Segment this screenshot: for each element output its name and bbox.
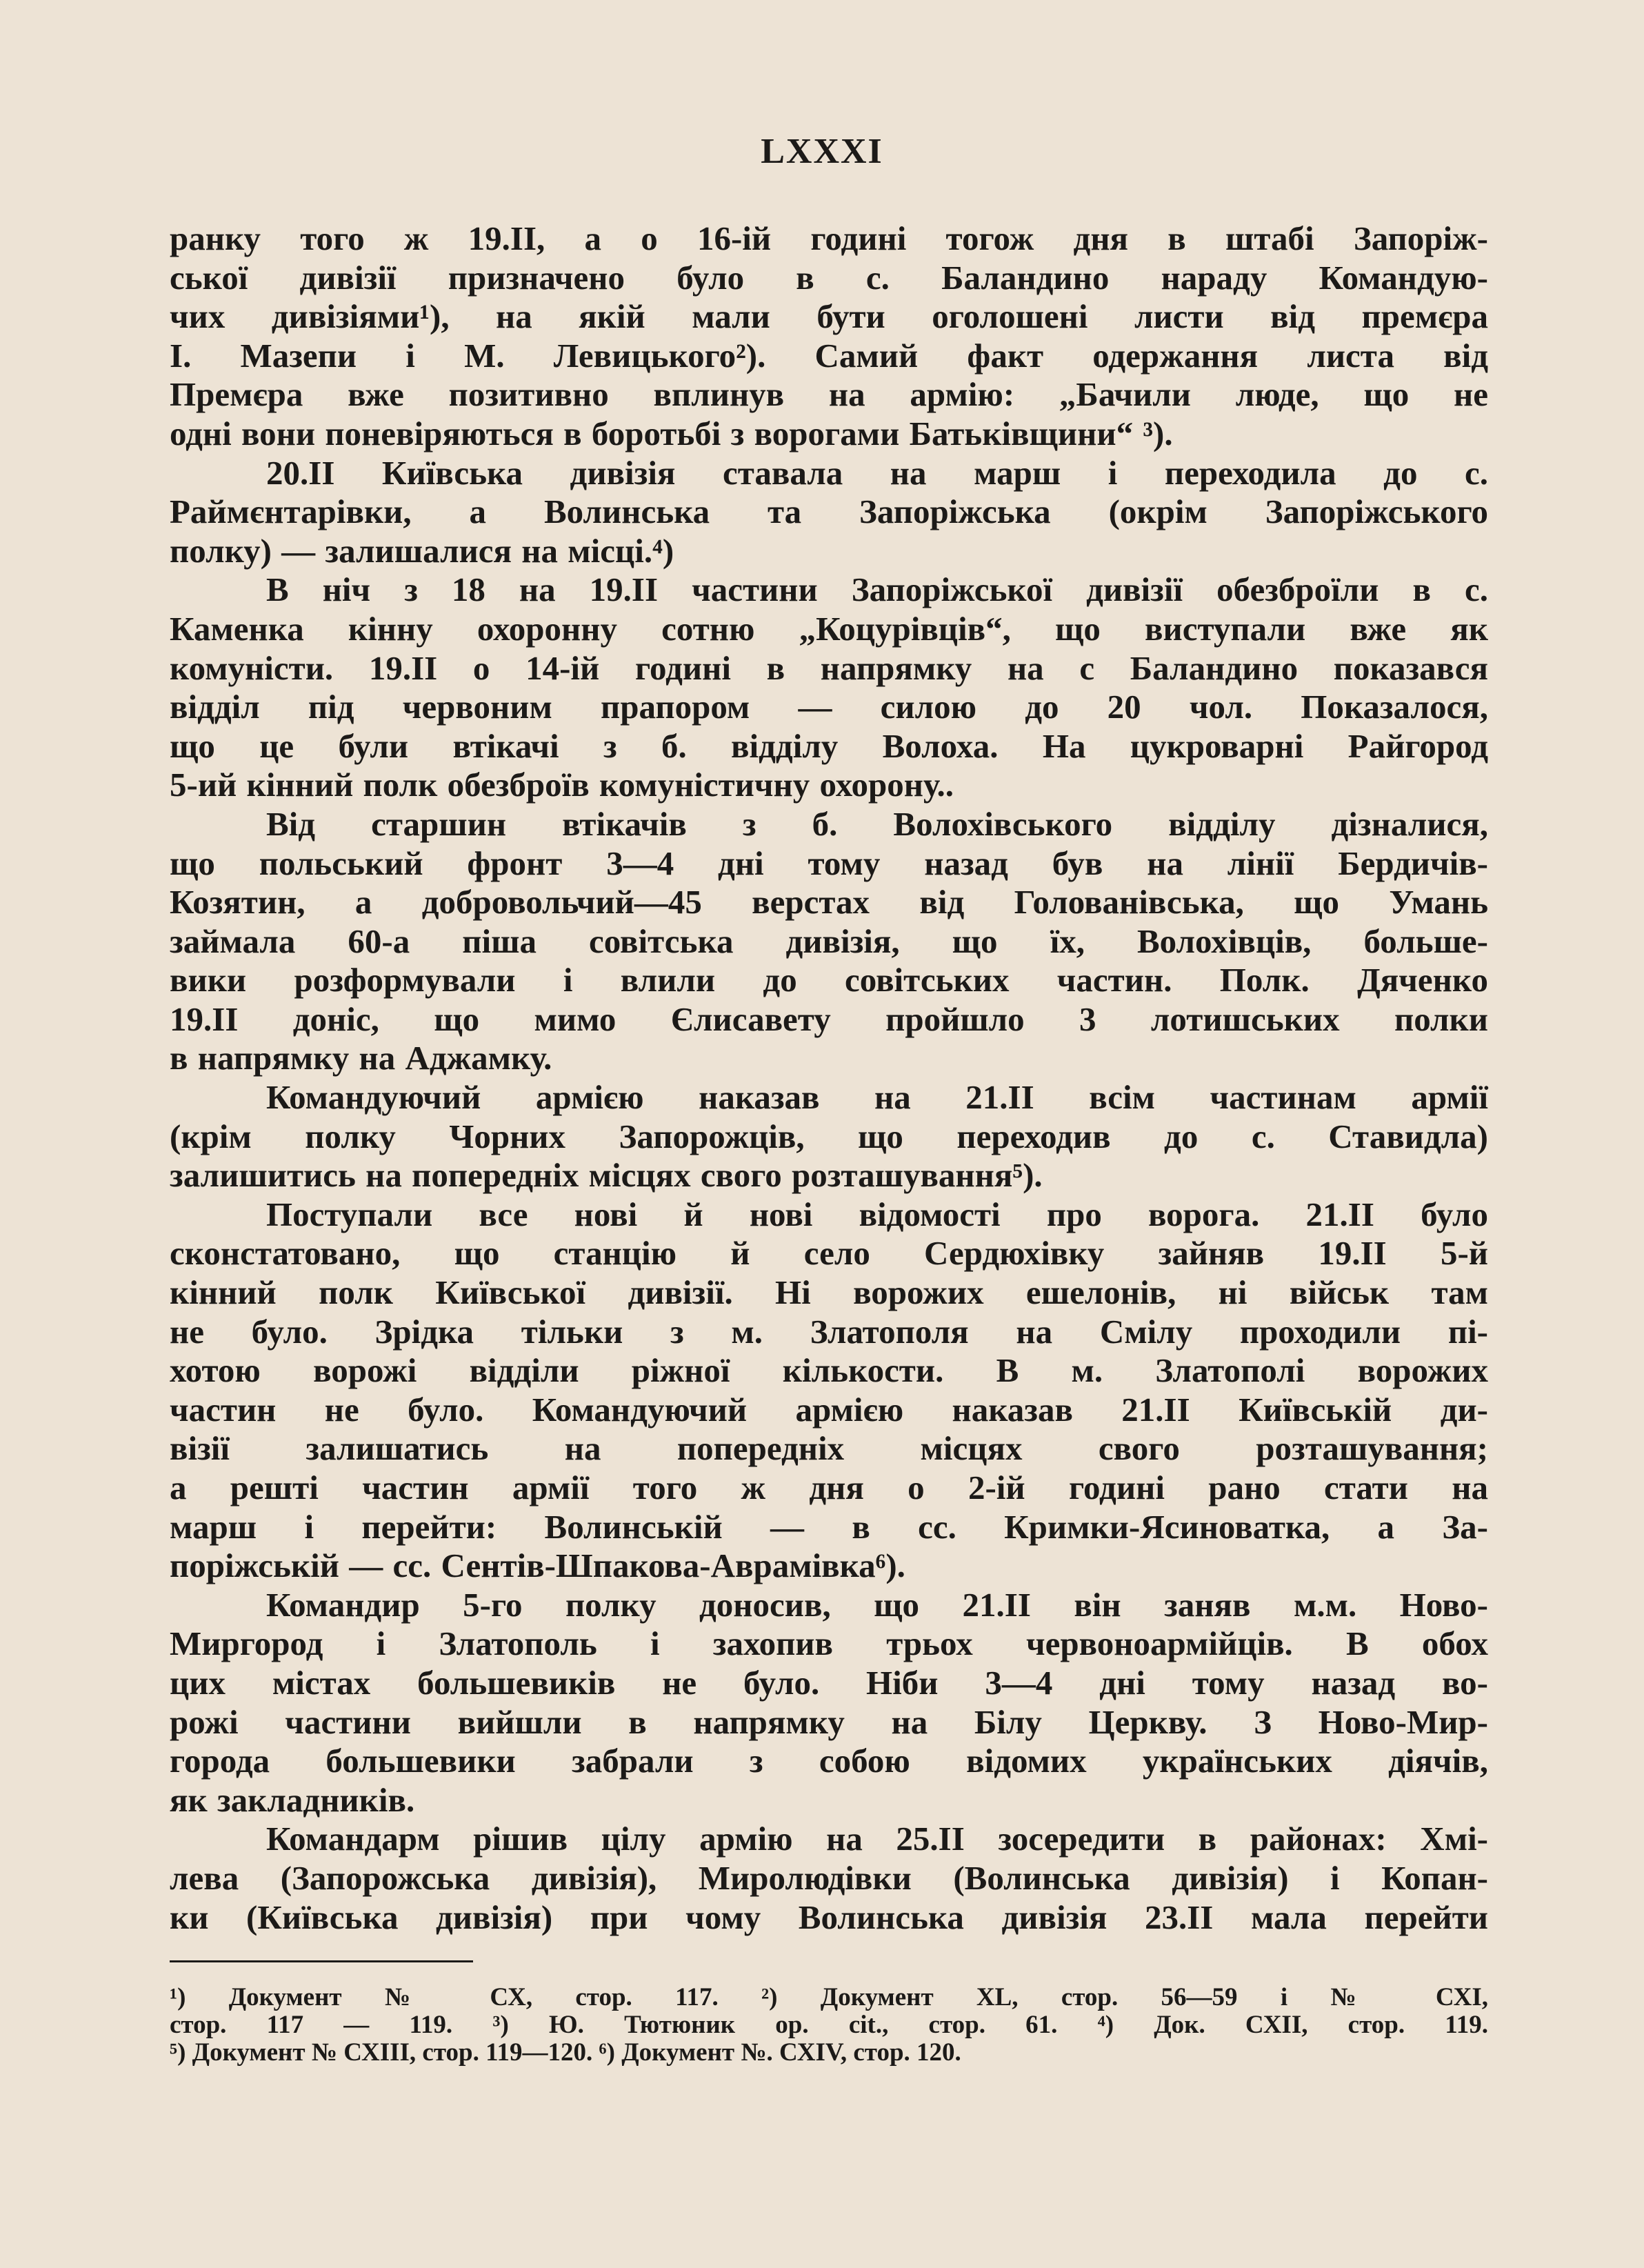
body-line: Каменка кінну охоронну сотню „Коцурівців“, що виступали вже як <box>170 609 1488 648</box>
body-line: а решті частин армії того ж дня о 2-ій годині рано стати на <box>170 1469 1488 1506</box>
body-line: 19.ІІ доніс, що мимо Єлисавету пройшло 3 лотишських полки <box>170 999 1488 1038</box>
footnote-line: ¹) Документ № СХ, стор. 117. ²) Документ XL, стор. 56—59 і № СХІ, <box>170 1983 1488 2011</box>
body-line: відділ під червоним прапором — силою до 20 чол. Показалося, <box>170 688 1488 726</box>
body-line: сконстатовано, що станцію й село Сердюхівку зайняв 19.ІІ 5-й <box>170 1234 1488 1273</box>
body-line: залишитись на попередніх місцях свого розташування⁵). <box>170 1156 1043 1195</box>
body-line: Командуючий армією наказав на 21.ІІ всім частинам армії <box>266 1078 1488 1117</box>
body-line: Командарм рішив цілу армію на 25.ІІ зосередити в районах: Хмі- <box>266 1820 1488 1858</box>
body-line: в напрямку на Аджамку. <box>170 1039 552 1077</box>
body-line: Премєра вже позитивно вплинув на армію: „Бачили люде, що не <box>170 375 1488 414</box>
body-line: що польський фронт 3—4 дні тому назад був на лінії Бердичів- <box>170 844 1488 882</box>
body-line: Від старшин втікачів з б. Волохівського відділу дізналися, <box>266 804 1488 843</box>
footnote-line: ⁵) Документ № СХІІІ, стор. 119—120. ⁶) Документ №. СХІV, стор. 120. <box>170 2038 961 2067</box>
body-line: марш і перейти: Волинській — в сс. Кримки-Ясиноватка, а За- <box>170 1507 1488 1546</box>
body-line: Миргород і Златополь і захопив трьох червоноармійців. В обох <box>170 1624 1488 1663</box>
body-line: І. Мазепи і М. Левицького²). Самий факт одержання листа від <box>170 336 1488 375</box>
body-line: займала 60-а піша совітська дивізія, що їх, Волохівців, больше- <box>170 922 1488 960</box>
body-line: Козятин, а добровольчий—45 верстах від Голованівська, що Умань <box>170 883 1488 922</box>
body-line: комуністи. 19.ІІ о 14-ій годині в напрямку на с Баландино показався <box>170 648 1488 687</box>
body-line: Командир 5-го полку доносив, що 21.ІІ він заняв м.м. Ново- <box>266 1585 1488 1624</box>
body-line: вики розформували і влили до совітських частин. Полк. Дяченко <box>170 961 1488 999</box>
footnotes <box>170 1984 1488 2067</box>
body-line: частин не було. Командуючий армією наказав 21.ІІ Київській ди- <box>170 1390 1488 1429</box>
body-line: полку) — залишалися на місці.⁴) <box>170 531 674 570</box>
body-line: ської дивізії призначено було в с. Баландино нараду Командую- <box>170 258 1488 297</box>
footnote-divider <box>170 1960 473 1962</box>
body-line: 5-ий кінний полк обезброїв комуністичну охорону.. <box>170 766 954 804</box>
body-line: (крім полку Чорних Запорожців, що переходив до с. Ставидла) <box>170 1117 1488 1155</box>
body-line: кінний полк Київської дивізії. Ні ворожих ешелонів, ні військ там <box>170 1273 1488 1312</box>
body-line: поріжській — сс. Сентів-Шпакова-Аврамівка⁶). <box>170 1546 905 1585</box>
footnote-line: стор. 117 — 119. ³) Ю. Тютюник op. cit., стор. 61. ⁴) Док. СХІІ, стор. 119. <box>170 2011 1488 2039</box>
body-line: Раймєнтарівки, а Волинська та Запоріжська (окрім Запоріжського <box>170 493 1488 531</box>
body-line: лева (Запорожська дивізія), Миролюдівки (Волинська дивізія) і Копан- <box>170 1858 1488 1897</box>
body-line: що це були втікачі з б. відділу Волоха. На цукроварні Райгород <box>170 726 1488 765</box>
body-line: города большевики забрали з собою відомих українських діячів, <box>170 1742 1488 1780</box>
body-line: ранку того ж 19.ІІ, а о 16-ій годині тогож дня в штабі Запоріж- <box>170 219 1488 257</box>
body-text <box>170 219 1488 1937</box>
body-line: ки (Київська дивізія) при чому Волинська дивізія 23.ІІ мала перейти <box>170 1898 1488 1936</box>
body-line: В ніч з 18 на 19.ІІ частини Запоріжської дивізії обезброїли в с. <box>266 570 1488 609</box>
body-line: чих дивізіями¹), на якій мали бути оголошені листи від премєра <box>170 297 1488 336</box>
page-number: LXXXI <box>761 132 883 171</box>
body-line: рожі частини вийшли в напрямку на Білу Церкву. З Ново-Мир- <box>170 1702 1488 1741</box>
body-line: хотою ворожі відділи ріжної кількости. В м. Златополі ворожих <box>170 1351 1488 1390</box>
body-line: цих містах большевиків не було. Ніби 3—4 дні тому назад во- <box>170 1663 1488 1702</box>
body-line: не було. Зрідка тільки з м. Златополя на Смілу проходили пі- <box>170 1312 1488 1351</box>
body-line: одні вони поневіряються в боротьбі з ворогами Батьківщини“ ³). <box>170 414 1173 452</box>
body-line: як закладників. <box>170 1780 415 1819</box>
body-line: візії залишатись на попередніх місцях свого розташування; <box>170 1429 1488 1468</box>
body-line: Поступали все нові й нові відомості про ворога. 21.ІІ було <box>266 1195 1488 1233</box>
body-line: 20.ІІ Київська дивізія ставала на марш і переходила до с. <box>266 453 1488 492</box>
